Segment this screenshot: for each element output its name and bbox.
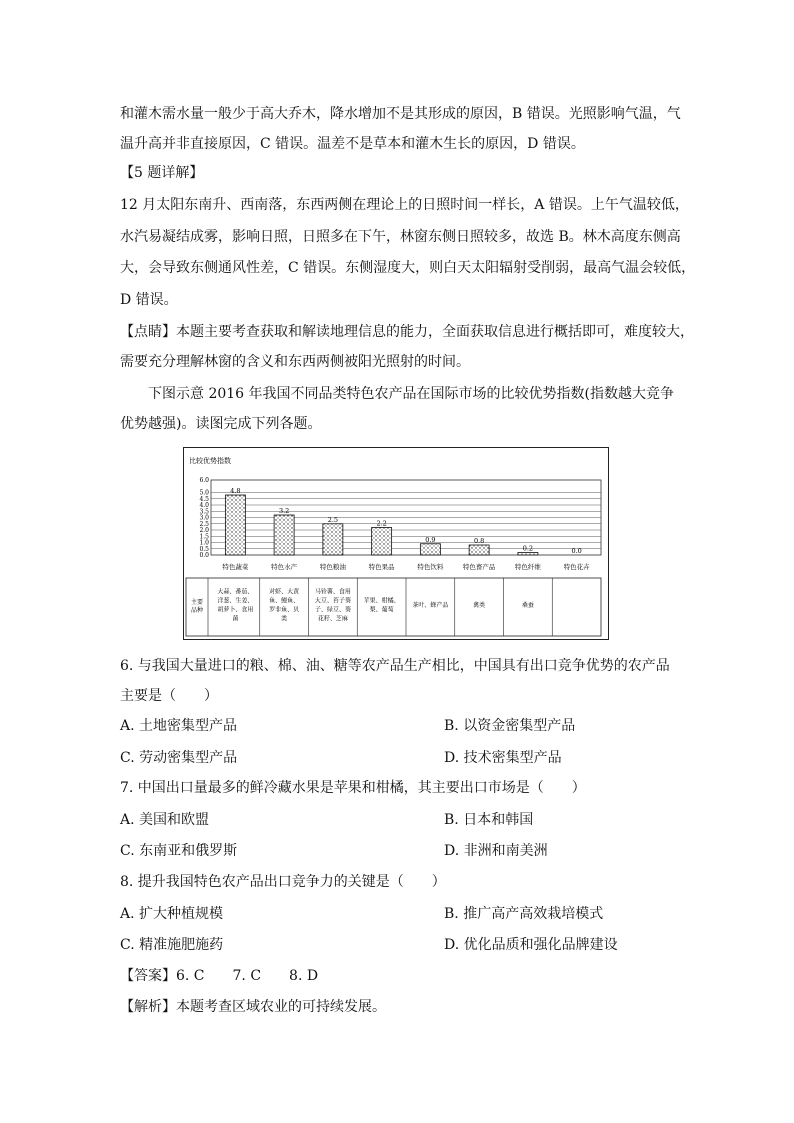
product-cell: 马铃薯、食用 — [314, 588, 351, 596]
y-tick-label: 5.0 — [199, 489, 209, 497]
category-label: 特色蔬菜 — [222, 563, 249, 571]
y-tick-label: 2.5 — [199, 520, 209, 528]
option-b: B. 推广高产高效栽培模式 — [444, 906, 604, 922]
bar — [274, 515, 294, 555]
tip-line: 【点睛】本题主要考查获取和解读地理信息的能力，全面获取信息进行概括即可，难度较大， — [120, 324, 694, 340]
question-7-stem: 7. 中国出口量最多的鲜冷藏水果是苹果和柑橘，其主要出口市场是（ ） — [120, 780, 586, 796]
option-c: C. 劳动密集型产品 — [120, 750, 238, 766]
table-header: 主要 — [190, 599, 204, 606]
product-cell: 胡萝卜、食用 — [217, 606, 254, 614]
product-cell: 菌 — [232, 615, 239, 623]
product-cell: 对虾、大黄 — [269, 588, 300, 596]
intro-line: 优势越强)。读图完成下列各题。 — [120, 416, 322, 432]
category-label: 特色粮油 — [319, 563, 346, 571]
product-cell: 桑蚕 — [521, 602, 534, 609]
y-tick-label: 2.0 — [199, 527, 209, 534]
product-cell: 洋葱、生姜、 — [217, 597, 254, 605]
text-line: 水汽易凝结成雾，影响日照，日照多在下午，林窗东侧日照较多，故选 B。林木高度东侧高 — [120, 229, 681, 245]
product-cell: 苹果、柑橘、 — [363, 597, 400, 605]
product-cell: 类 — [281, 615, 288, 623]
question-6-stem: 主要是（ ） — [120, 688, 218, 704]
option-d: D. 技术密集型产品 — [444, 750, 562, 766]
option-d: D. 非洲和南美洲 — [444, 843, 548, 859]
y-tick-label: 3.0 — [199, 514, 209, 522]
section-heading: 【5 题详解】 — [120, 165, 204, 181]
category-label: 特色纤维 — [514, 563, 541, 571]
data-label: 0.9 — [425, 535, 436, 544]
bar — [323, 524, 343, 555]
bar — [372, 528, 392, 556]
text-line: 温升高并非直接原因，C 错误。温差不是草本和灌木生长的原因，D 错误。 — [120, 136, 585, 152]
product-cell: 大豆、苔子葵 — [314, 597, 351, 605]
product-cell: 茶叶、蜂产品 — [412, 602, 449, 609]
bar — [420, 544, 440, 555]
y-tick-label: 4.0 — [199, 502, 209, 509]
bar — [518, 553, 538, 556]
analysis-line: 【解析】本题考查区域农业的可持续发展。 — [120, 999, 386, 1015]
answer-line: 【答案】6. C 7. C 8. D — [120, 968, 319, 984]
product-cell: 花籽、芝麻 — [317, 615, 348, 623]
data-label: 0.2 — [522, 544, 534, 553]
y-tick-label: 0.5 — [199, 545, 209, 553]
product-cell: 罗非鱼、贝 — [269, 606, 300, 614]
y-tick-label: 6.0 — [199, 477, 209, 484]
category-label: 特色果品 — [368, 563, 395, 571]
option-a: A. 扩大种植规模 — [120, 906, 224, 922]
product-cell: 大蒜、番茄、 — [217, 588, 254, 596]
text-line: D 错误。 — [120, 292, 178, 308]
bar — [469, 545, 489, 555]
bar-chart — [183, 447, 609, 640]
table-header: 品种 — [190, 607, 204, 614]
category-label: 特色畜产品 — [462, 563, 496, 571]
y-tick-label: 1.5 — [199, 533, 209, 541]
y-tick-label: 0.0 — [199, 552, 209, 559]
question-6-stem: 6. 与我国大量进口的粮、棉、油、糖等农产品生产相比，中国具有出口竞争优势的农产品 — [120, 658, 670, 674]
data-label: 2.5 — [327, 515, 339, 524]
data-label: 2.2 — [376, 519, 387, 528]
data-label: 3.2 — [278, 507, 290, 515]
text-line: 和灌木需水量一般少于高大乔木，降水增加不是其形成的原因，B 错误。光照影响气温，气 — [120, 106, 681, 122]
option-c: C. 精准施肥施药 — [120, 937, 224, 953]
y-tick-label: 1.0 — [199, 539, 209, 547]
chart-title: 比较优势指数 — [189, 457, 231, 465]
y-tick-label: 4.5 — [199, 495, 209, 503]
data-label: 0.0 — [571, 547, 582, 555]
option-b: B. 以资金密集型产品 — [444, 718, 576, 734]
option-c: C. 东南亚和俄罗斯 — [120, 843, 238, 859]
intro-line: 下图示意 2016 年我国不同品类特色农产品在国际市场的比较优势指数(指数越大竞争 — [148, 386, 674, 402]
text-line: 12 月太阳东南升、西南落，东西两侧在理论上的日照时间一样长，A 错误。上午气温较低， — [120, 197, 689, 213]
category-label: 特色水产 — [271, 563, 298, 571]
bar — [225, 495, 245, 555]
data-label: 0.8 — [473, 537, 485, 545]
category-label: 特色花卉 — [563, 563, 590, 571]
product-cell: 子、绿豆、葵 — [314, 606, 351, 614]
y-tick-label: 3.5 — [199, 508, 209, 516]
product-cell: 禽类 — [473, 602, 486, 609]
option-a: A. 美国和欧盟 — [120, 812, 210, 828]
data-label: 4.8 — [230, 487, 241, 495]
option-b: B. 日本和韩国 — [444, 812, 534, 828]
product-cell: 梨、葡萄 — [369, 606, 394, 614]
question-8-stem: 8. 提升我国特色农产品出口竞争力的关键是（ ） — [120, 874, 446, 890]
option-d: D. 优化品质和强化品牌建设 — [444, 937, 618, 953]
category-label: 特色饮料 — [417, 563, 444, 571]
tip-line: 需要充分理解林窗的含义和东西两侧被阳光照射的时间。 — [120, 354, 470, 370]
text-line: 大，会导致东侧通风性差，C 错误。东侧湿度大，则白天太阳辐射受削弱，最高气温会较低， — [120, 260, 696, 276]
option-a: A. 土地密集型产品 — [120, 718, 238, 734]
product-cell: 鱼、鳗鱼、 — [269, 597, 300, 605]
